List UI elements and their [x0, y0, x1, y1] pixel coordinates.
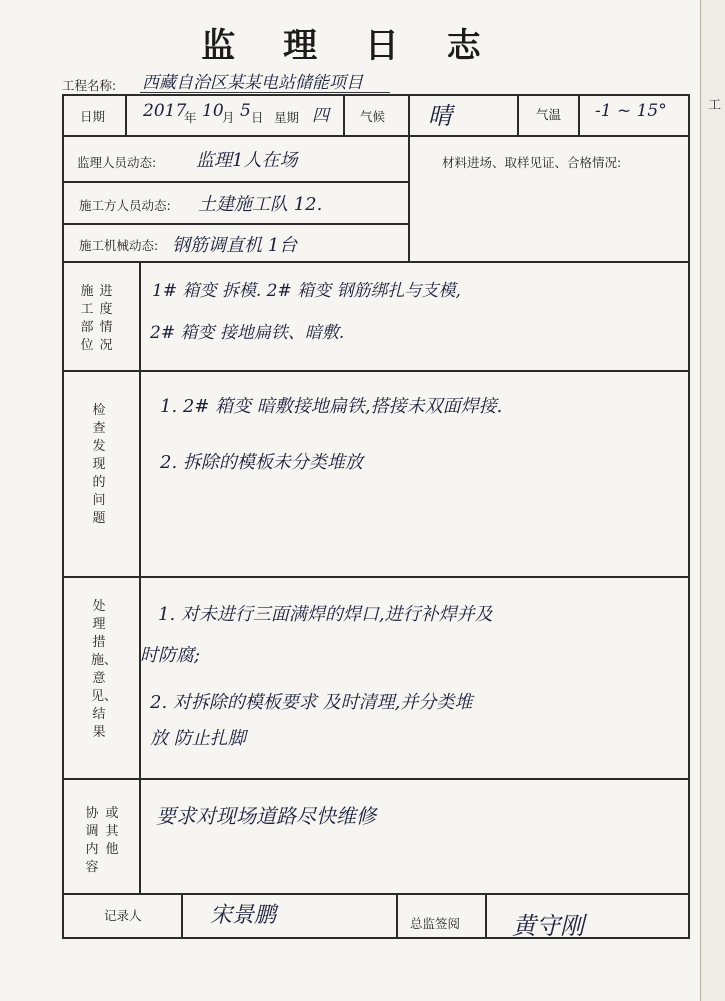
chief-review-label: 总监签阅 [410, 916, 461, 931]
weather-value: 晴 [428, 102, 452, 130]
page-title: 监 理 日 志 [201, 26, 499, 66]
date-year: 2017 [143, 101, 187, 121]
coordination-value: 要求对现场道路尽快维修 [156, 804, 376, 828]
weekday-value: 四 [312, 106, 329, 126]
date-year-unit: 年 [184, 110, 197, 125]
coordination-label-b: 或其他 [105, 806, 119, 857]
date-month: 10 [202, 101, 224, 121]
supervisor-status-label: 监理人员动态: [77, 155, 157, 170]
date-day-unit: 日 [251, 110, 264, 125]
issues-label: 检查发现的问题 [92, 403, 106, 526]
temperature-label: 气温 [536, 107, 562, 122]
issues-line-1: 1. 2# 箱变 暗敷接地扁铁,搭接未双面焊接. [160, 396, 503, 417]
project-label: 工程名称: [62, 78, 117, 93]
project-name: 西藏自治区某某电站储能项目 [142, 73, 363, 93]
recorder-signature: 宋景鹏 [210, 903, 277, 928]
issues-line-2: 2. 拆除的模板未分类堆放 [160, 452, 363, 473]
measures-line-2: 时防腐; [140, 645, 201, 666]
measures-line-1: 1. 对未进行三面满焊的焊口,进行补焊并及 [158, 604, 493, 625]
measures-line-4: 放 防止扎脚 [150, 728, 246, 749]
adjacent-page-fragment: 工 [708, 98, 722, 113]
materials-label: 材料进场、取样见证、合格情况: [442, 155, 622, 170]
date-label: 日期 [80, 109, 106, 124]
adjacent-page-edge [700, 0, 725, 1001]
date-day: 5 [240, 101, 251, 121]
coordination-label-a: 协调内容 [85, 806, 99, 875]
temperature-value: -1 ~ 15° [595, 101, 667, 121]
progress-line-2: 2# 箱变 接地扁铁、暗敷. [150, 323, 345, 343]
machinery-status-value: 钢筋调直机 1台 [172, 235, 298, 256]
measures-line-3: 2. 对拆除的模板要求 及时清理,并分类堆 [150, 692, 473, 713]
progress-label-a: 施工部位 [80, 284, 94, 353]
contractor-status-label: 施工方人员动态: [79, 198, 171, 213]
recorder-label: 记录人 [104, 908, 142, 923]
weather-label: 气候 [360, 109, 386, 124]
contractor-status-value: 土建施工队 12. [198, 194, 323, 215]
progress-line-1: 1# 箱变 拆模. 2# 箱变 钢筋绑扎与支模, [152, 281, 461, 301]
weekday-label: 星期 [274, 110, 300, 125]
machinery-status-label: 施工机械动态: [79, 238, 159, 253]
supervisor-status-value: 监理1人在场 [196, 150, 298, 171]
measures-label: 处理措施、意见、结果 [91, 599, 118, 740]
date-month-unit: 月 [222, 110, 235, 125]
chief-signature: 黄守刚 [512, 912, 584, 940]
progress-label-b: 进度情况 [99, 284, 113, 353]
